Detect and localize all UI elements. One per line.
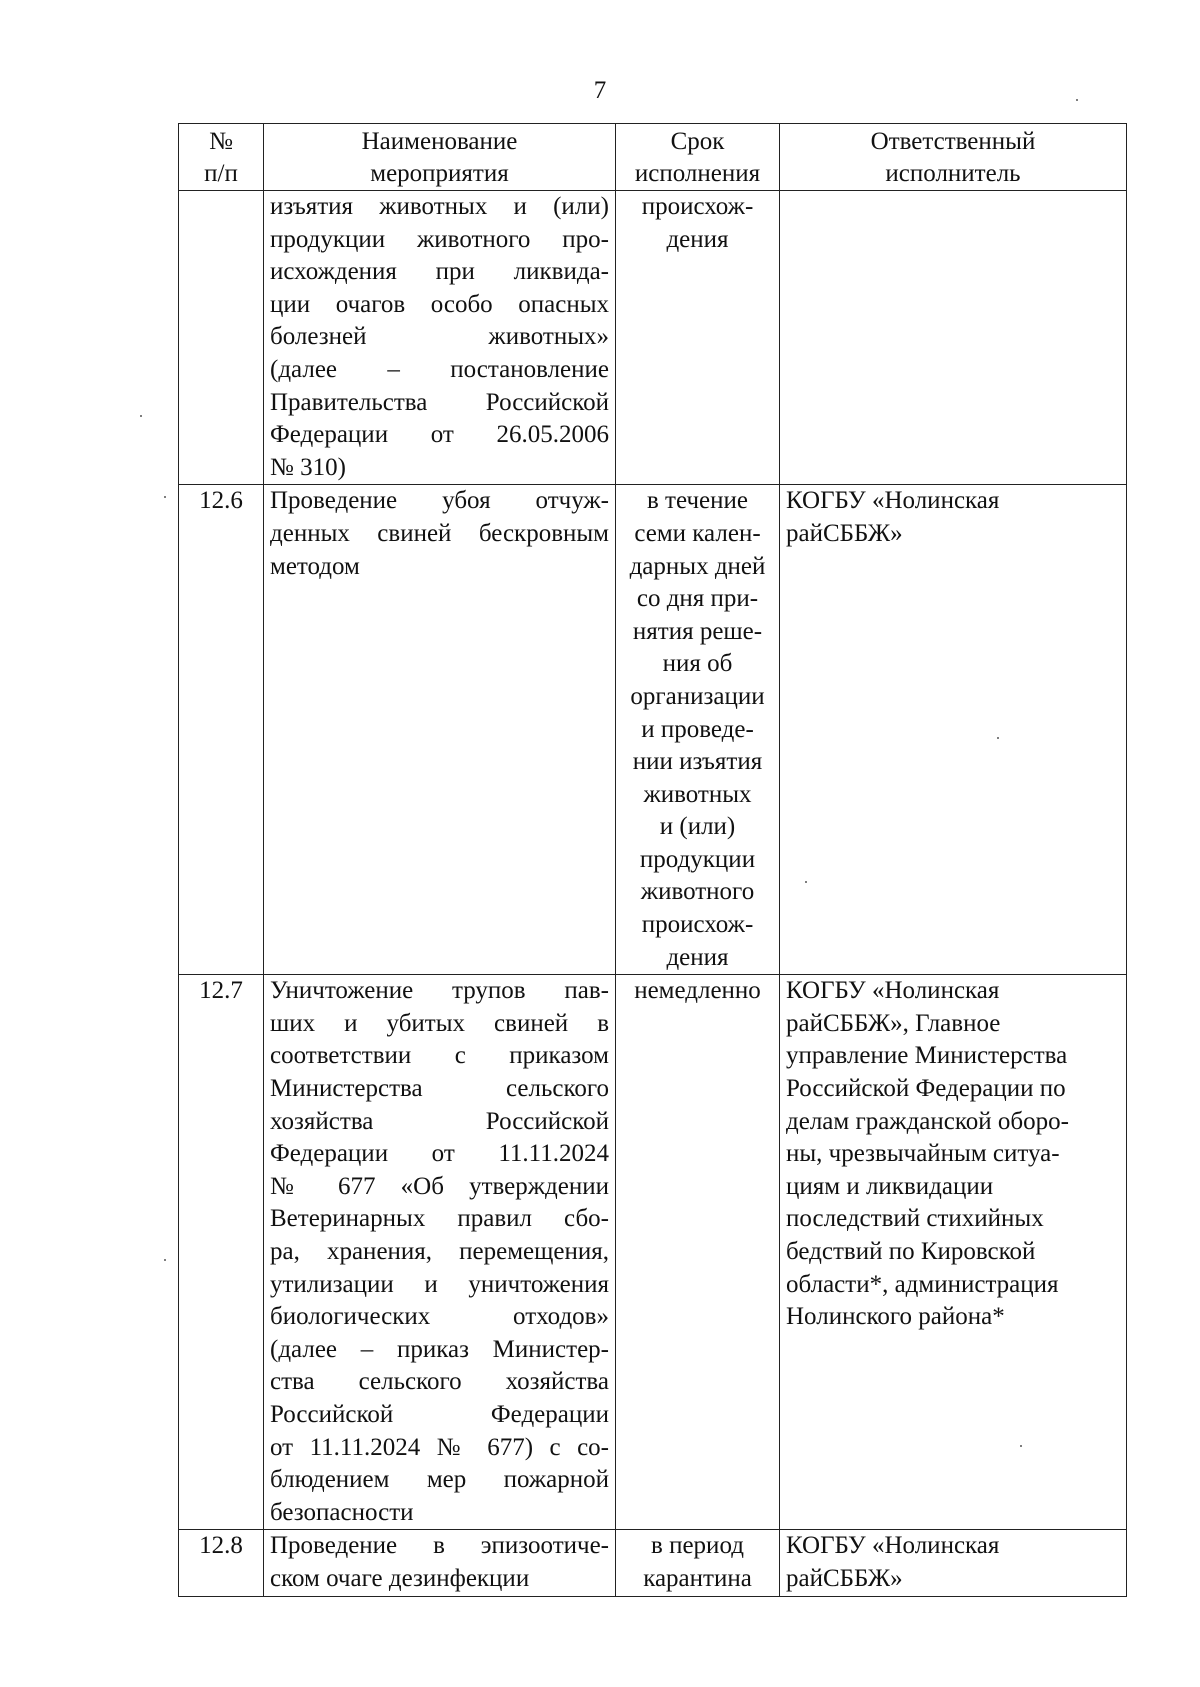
header-resp: [780, 124, 1127, 191]
term-line: происхож-: [641, 193, 754, 220]
cell-name: [264, 1530, 616, 1596]
row-number: 12.8: [179, 1530, 264, 1596]
measure-name-line: хозяйства Российской: [270, 1107, 609, 1135]
header-name-line: Наименование: [361, 128, 518, 155]
responsible-line: циям и ликвидации: [786, 1172, 994, 1200]
header-name: [264, 124, 616, 191]
responsible-line: делам гражданской оборо-: [786, 1107, 1069, 1135]
term-line: ния об: [662, 650, 733, 678]
measure-name-line: № 677 «Об утверждении: [270, 1172, 609, 1200]
responsible-line: последствий стихийных: [786, 1205, 1044, 1233]
measure-name-line: ции очагов особо опасных: [270, 290, 609, 318]
term-line: дарных дней: [629, 552, 766, 580]
scan-speck: [805, 881, 807, 883]
responsible-line: КОГБУ «Нолинская: [786, 977, 1000, 1005]
measure-name-line: ших и убитых свиней в: [270, 1009, 609, 1037]
measure-name-line: блюдением мер пожарной: [270, 1466, 609, 1494]
measure-name-line: Ветеринарных правил сбо-: [270, 1205, 609, 1233]
cell-resp: [780, 191, 1127, 485]
term-line: карантина: [643, 1564, 752, 1592]
cell-name: [264, 191, 616, 485]
table-row: [179, 975, 1127, 1530]
cell-term: [616, 1530, 780, 1596]
term-line: семи кален-: [634, 519, 761, 547]
measure-name-line: методом: [270, 552, 360, 580]
measure-name-line: Федерации от 26.05.2006: [270, 421, 609, 449]
table-row: [179, 485, 1127, 975]
table-row: [179, 191, 1127, 485]
responsible-line: управление Министерства: [786, 1042, 1068, 1070]
measure-name-line: Правительства Российской: [270, 388, 609, 416]
header-resp-line: Ответственный: [870, 128, 1036, 155]
term-line: и проведе-: [641, 715, 754, 743]
responsible-line: КОГБУ «Нолинская: [786, 487, 1000, 515]
scan-speck: [997, 737, 999, 739]
measure-name-line: ском очаге дезинфекции: [270, 1564, 530, 1592]
header-term: [616, 124, 780, 191]
header-num-line: №: [209, 128, 233, 155]
term-line: нии изъятия: [632, 748, 763, 776]
term-line: происхож-: [641, 911, 754, 939]
table-body: [179, 191, 1127, 1597]
measure-name-line: от 11.11.2024 № 677) с со-: [270, 1433, 609, 1461]
header-num: [179, 124, 264, 191]
term-line: нятия реше-: [632, 617, 763, 645]
page-number: 7: [593, 77, 607, 104]
measure-name-line: ра, хранения, перемещения,: [270, 1238, 609, 1265]
measure-name-line: денных свиней бескровным: [270, 519, 609, 547]
responsible-line: райСББЖ»: [786, 519, 903, 547]
term-line: животного: [640, 878, 755, 906]
responsible-line: Нолинского района*: [786, 1303, 1005, 1331]
term-line: в период: [651, 1532, 744, 1560]
term-line: и (или): [659, 813, 736, 841]
measure-name-line: Уничтожение трупов пав-: [270, 977, 609, 1005]
header-num-line: п/п: [204, 160, 238, 187]
cell-resp: [780, 485, 1127, 975]
term-line: дения: [666, 225, 729, 253]
scan-speck: [140, 415, 142, 417]
measure-name-line: исхождения при ликвида-: [270, 258, 609, 286]
responsible-line: Российской Федерации по: [786, 1075, 1066, 1103]
measure-name-line: безопасности: [270, 1498, 414, 1526]
term-line: дения: [666, 943, 729, 971]
cell-resp: [780, 1530, 1127, 1596]
table-row: [179, 1530, 1127, 1596]
responsible-line: КОГБУ «Нолинская: [786, 1532, 1000, 1560]
measure-name-line: ства сельского хозяйства: [270, 1368, 609, 1396]
table-header-row: [179, 124, 1127, 191]
measure-name-line: Министерства сельского: [270, 1075, 609, 1103]
cell-term: [616, 191, 780, 485]
term-line: со дня при-: [636, 585, 759, 613]
measure-name-line: биологических отходов»: [270, 1303, 609, 1331]
term-line: организации: [630, 682, 765, 710]
scan-speck: [1020, 1445, 1022, 1447]
scan-speck: [164, 496, 166, 498]
header-name-line: мероприятия: [370, 160, 509, 187]
measure-name-line: Проведение в эпизоотиче-: [270, 1532, 609, 1560]
measure-name-line: (далее – приказ Министер-: [270, 1335, 609, 1363]
row-number: [179, 191, 264, 485]
row-number: 12.6: [179, 485, 264, 975]
scan-speck: [164, 1259, 166, 1261]
responsible-line: бедствий по Кировской: [786, 1238, 1036, 1265]
responsible-line: ны, чрезвычайным ситуа-: [786, 1140, 1060, 1168]
term-line: продукции: [639, 845, 756, 873]
measure-name-line: № 310): [270, 453, 346, 481]
cell-name: [264, 975, 616, 1530]
row-number: 12.7: [179, 975, 264, 1530]
measure-name-line: утилизации и уничтожения: [270, 1270, 609, 1298]
scan-speck: [1076, 99, 1078, 101]
header-term-line: Срок: [670, 128, 725, 155]
responsible-line: райСББЖ», Главное: [786, 1009, 1001, 1037]
measure-name-line: Российской Федерации: [270, 1400, 609, 1428]
cell-resp: [780, 975, 1127, 1530]
measure-name-line: (далее – постановление: [270, 355, 609, 383]
responsible-line: области*, администрация: [786, 1270, 1059, 1298]
cell-term: [616, 975, 780, 1530]
measure-name-line: болезней животных»: [270, 323, 609, 351]
header-term-line: исполнения: [634, 160, 761, 187]
cell-name: [264, 485, 616, 975]
measures-table: [178, 123, 1127, 1597]
term-line: животных: [643, 780, 752, 808]
measure-name-line: соответствии с приказом: [270, 1042, 609, 1070]
measure-name-line: Федерации от 11.11.2024: [270, 1140, 609, 1168]
responsible-line: райСББЖ»: [786, 1564, 903, 1592]
cell-term: [616, 485, 780, 975]
term-line: немедленно: [634, 977, 761, 1005]
measure-name-line: Проведение убоя отчуж-: [270, 487, 609, 515]
measure-name-line: продукции животного про-: [270, 225, 609, 253]
measure-name-line: изъятия животных и (или): [270, 193, 609, 220]
header-resp-line: исполнитель: [885, 160, 1021, 187]
term-line: в течение: [647, 487, 748, 515]
